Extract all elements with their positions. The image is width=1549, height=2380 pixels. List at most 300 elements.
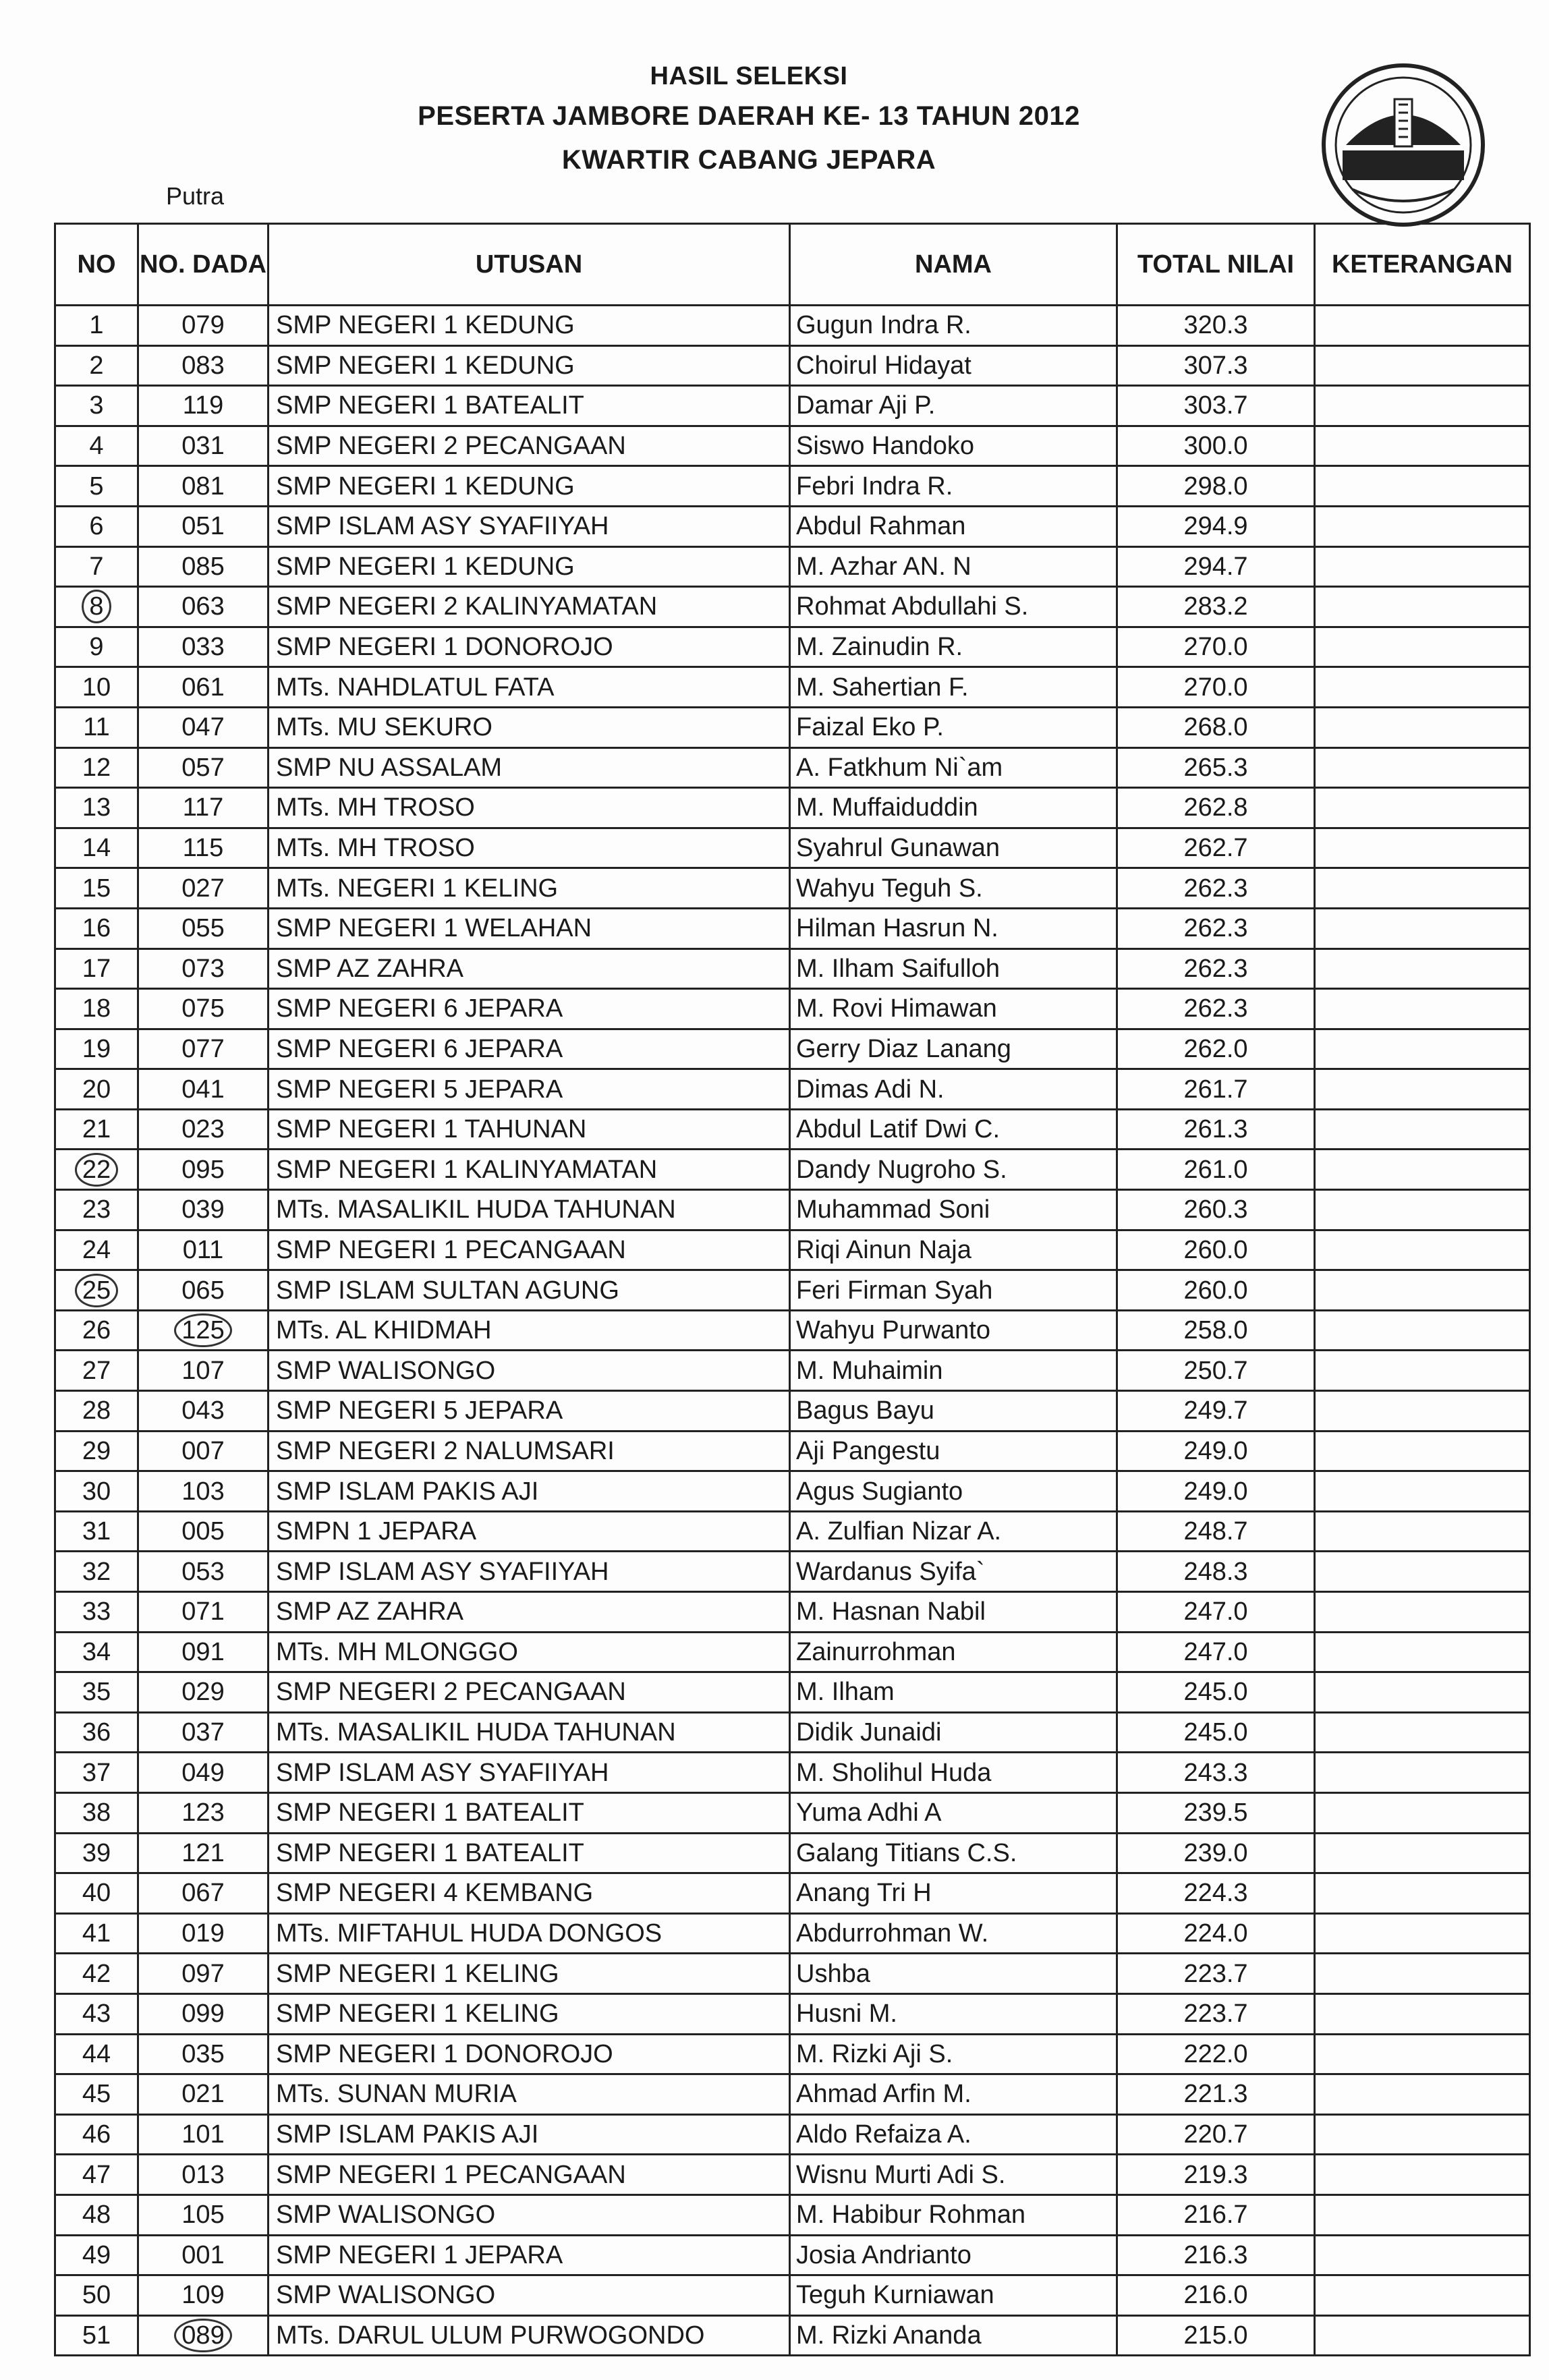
cell-utusan: SMP WALISONGO bbox=[269, 1351, 790, 1391]
cell-keterangan bbox=[1315, 1511, 1530, 1552]
handwritten-circle-mark: 125 bbox=[174, 1313, 231, 1347]
cell-utusan: SMP NEGERI 1 KEDUNG bbox=[269, 345, 790, 386]
cell-keterangan bbox=[1315, 707, 1530, 747]
cell-total-nilai: 294.9 bbox=[1117, 506, 1315, 546]
cell-no: 46 bbox=[55, 2114, 138, 2155]
cell-total-nilai: 245.0 bbox=[1117, 1712, 1315, 1753]
cell-no-dada: 037 bbox=[138, 1712, 269, 1753]
table-row bbox=[55, 2074, 1530, 2115]
cell-keterangan bbox=[1315, 546, 1530, 587]
table-row bbox=[55, 1753, 1530, 1793]
table-row bbox=[55, 306, 1530, 346]
cell-no-dada: 067 bbox=[138, 1873, 269, 1914]
cell-no: 12 bbox=[55, 747, 138, 788]
cell-nama: M. Ilham Saifulloh bbox=[790, 948, 1117, 989]
cell-keterangan bbox=[1315, 2074, 1530, 2115]
cell-total-nilai: 262.3 bbox=[1117, 948, 1315, 989]
table-row bbox=[55, 2315, 1530, 2356]
col-header-nama: NAMA bbox=[790, 224, 1117, 306]
table-row bbox=[55, 1310, 1530, 1351]
cell-keterangan bbox=[1315, 868, 1530, 909]
cell-nama: M. Rizki Ananda bbox=[790, 2315, 1117, 2356]
cell-keterangan bbox=[1315, 908, 1530, 948]
cell-total-nilai: 247.0 bbox=[1117, 1632, 1315, 1672]
cell-nama: Zainurrohman bbox=[790, 1632, 1117, 1672]
cell-total-nilai: 262.3 bbox=[1117, 868, 1315, 909]
table-row bbox=[55, 1029, 1530, 1069]
cell-no-dada: 049 bbox=[138, 1753, 269, 1793]
cell-no: 21 bbox=[55, 1109, 138, 1150]
cell-nama: Husni M. bbox=[790, 1993, 1117, 2034]
cell-no-dada: 081 bbox=[138, 466, 269, 507]
cell-no: 23 bbox=[55, 1190, 138, 1230]
cell-no: 26 bbox=[55, 1310, 138, 1351]
cell-keterangan bbox=[1315, 1632, 1530, 1672]
cell-keterangan bbox=[1315, 2235, 1530, 2275]
cell-keterangan bbox=[1315, 506, 1530, 546]
cell-keterangan bbox=[1315, 1792, 1530, 1833]
cell-nama: Yuma Adhi A bbox=[790, 1792, 1117, 1833]
cell-no: 29 bbox=[55, 1431, 138, 1471]
cell-no: 15 bbox=[55, 868, 138, 909]
cell-utusan: MTs. MH TROSO bbox=[269, 828, 790, 868]
cell-utusan: SMP ISLAM SULTAN AGUNG bbox=[269, 1270, 790, 1311]
selection-results-table bbox=[54, 223, 1531, 2356]
cell-total-nilai: 283.2 bbox=[1117, 587, 1315, 627]
cell-keterangan bbox=[1315, 1592, 1530, 1633]
cell-keterangan bbox=[1315, 1431, 1530, 1471]
cell-total-nilai: 223.7 bbox=[1117, 1993, 1315, 2034]
cell-keterangan bbox=[1315, 2194, 1530, 2235]
table-row bbox=[55, 1351, 1530, 1391]
cell-nama: Galang Titians C.S. bbox=[790, 1833, 1117, 1873]
cell-no-dada: 121 bbox=[138, 1833, 269, 1873]
cell-nama: Anang Tri H bbox=[790, 1873, 1117, 1914]
cell-nama: A. Fatkhum Ni`am bbox=[790, 747, 1117, 788]
cell-keterangan bbox=[1315, 1150, 1530, 1190]
cell-utusan: SMP AZ ZAHRA bbox=[269, 1592, 790, 1633]
table-row bbox=[55, 868, 1530, 909]
table-row bbox=[55, 707, 1530, 747]
cell-utusan: SMP NEGERI 1 KELING bbox=[269, 1954, 790, 1994]
cell-utusan: SMP NEGERI 1 BATEALIT bbox=[269, 1792, 790, 1833]
cell-no-dada: 101 bbox=[138, 2114, 269, 2155]
cell-nama: M. Azhar AN. N bbox=[790, 546, 1117, 587]
cell-keterangan bbox=[1315, 1109, 1530, 1150]
cell-utusan: MTs. AL KHIDMAH bbox=[269, 1310, 790, 1351]
cell-no: 34 bbox=[55, 1632, 138, 1672]
cell-no: 13 bbox=[55, 788, 138, 828]
cell-no-dada: 043 bbox=[138, 1391, 269, 1432]
cell-no-dada: 107 bbox=[138, 1351, 269, 1391]
cell-utusan: SMP NEGERI 2 PECANGAAN bbox=[269, 1672, 790, 1713]
cell-keterangan bbox=[1315, 306, 1530, 346]
col-header-no: NO bbox=[55, 224, 138, 306]
table-row bbox=[55, 2275, 1530, 2316]
cell-keterangan bbox=[1315, 1069, 1530, 1110]
cell-keterangan bbox=[1315, 828, 1530, 868]
cell-nama: Wardanus Syifa` bbox=[790, 1552, 1117, 1592]
cell-nama: Rohmat Abdullahi S. bbox=[790, 587, 1117, 627]
cell-no: 2 bbox=[55, 345, 138, 386]
cell-total-nilai: 215.0 bbox=[1117, 2315, 1315, 2356]
cell-keterangan bbox=[1315, 2034, 1530, 2074]
cell-no-dada: 007 bbox=[138, 1431, 269, 1471]
cell-total-nilai: 222.0 bbox=[1117, 2034, 1315, 2074]
cell-keterangan bbox=[1315, 1552, 1530, 1592]
cell-no: 42 bbox=[55, 1954, 138, 1994]
cell-utusan: SMP NEGERI 5 JEPARA bbox=[269, 1391, 790, 1432]
cell-no-dada: 117 bbox=[138, 788, 269, 828]
cell-total-nilai: 249.0 bbox=[1117, 1431, 1315, 1471]
cell-no-dada: 051 bbox=[138, 506, 269, 546]
cell-total-nilai: 243.3 bbox=[1117, 1753, 1315, 1793]
cell-no-dada: 085 bbox=[138, 546, 269, 587]
cell-nama: Syahrul Gunawan bbox=[790, 828, 1117, 868]
cell-nama: Riqi Ainun Naja bbox=[790, 1230, 1117, 1270]
cell-total-nilai: 260.0 bbox=[1117, 1230, 1315, 1270]
cell-no-dada: 013 bbox=[138, 2155, 269, 2195]
cell-no: 27 bbox=[55, 1351, 138, 1391]
cell-no: 10 bbox=[55, 667, 138, 708]
cell-total-nilai: 223.7 bbox=[1117, 1954, 1315, 1994]
cell-nama: M. Muffaiduddin bbox=[790, 788, 1117, 828]
cell-no-dada: 023 bbox=[138, 1109, 269, 1150]
cell-utusan: SMP ISLAM ASY SYAFIIYAH bbox=[269, 1753, 790, 1793]
cell-no: 33 bbox=[55, 1592, 138, 1633]
table-row bbox=[55, 1190, 1530, 1230]
cell-keterangan bbox=[1315, 2155, 1530, 2195]
cell-total-nilai: 248.7 bbox=[1117, 1511, 1315, 1552]
cell-utusan: SMP NEGERI 1 PECANGAAN bbox=[269, 2155, 790, 2195]
table-row bbox=[55, 1511, 1530, 1552]
cell-nama: Damar Aji P. bbox=[790, 386, 1117, 426]
cell-no: 7 bbox=[55, 546, 138, 587]
cell-no: 40 bbox=[55, 1873, 138, 1914]
cell-no-dada: 047 bbox=[138, 707, 269, 747]
cell-total-nilai: 220.7 bbox=[1117, 2114, 1315, 2155]
cell-no: 37 bbox=[55, 1753, 138, 1793]
cell-no bbox=[55, 1150, 138, 1190]
cell-no: 5 bbox=[55, 466, 138, 507]
cell-no: 17 bbox=[55, 948, 138, 989]
cell-keterangan bbox=[1315, 2114, 1530, 2155]
cell-keterangan bbox=[1315, 1230, 1530, 1270]
cell-utusan: SMP NEGERI 1 WELAHAN bbox=[269, 908, 790, 948]
cell-nama: Ahmad Arfin M. bbox=[790, 2074, 1117, 2115]
cell-total-nilai: 216.0 bbox=[1117, 2275, 1315, 2316]
cell-utusan: SMP NEGERI 1 PECANGAAN bbox=[269, 1230, 790, 1270]
cell-utusan: SMP AZ ZAHRA bbox=[269, 948, 790, 989]
table-row bbox=[55, 1833, 1530, 1873]
cell-nama: M. Ilham bbox=[790, 1672, 1117, 1713]
cell-keterangan bbox=[1315, 1029, 1530, 1069]
cell-utusan: MTs. MH TROSO bbox=[269, 788, 790, 828]
cell-utusan: MTs. MU SEKURO bbox=[269, 707, 790, 747]
cell-total-nilai: 294.7 bbox=[1117, 546, 1315, 587]
cell-keterangan bbox=[1315, 747, 1530, 788]
cell-no-dada: 039 bbox=[138, 1190, 269, 1230]
cell-keterangan bbox=[1315, 1672, 1530, 1713]
table-row bbox=[55, 948, 1530, 989]
table-row bbox=[55, 1954, 1530, 1994]
cell-nama: M. Zainudin R. bbox=[790, 627, 1117, 667]
cell-total-nilai: 307.3 bbox=[1117, 345, 1315, 386]
col-header-no-dada: NO. DADA bbox=[138, 224, 269, 306]
table-row bbox=[55, 2114, 1530, 2155]
cell-no-dada: 061 bbox=[138, 667, 269, 708]
cell-utusan: MTs. DARUL ULUM PURWOGONDO bbox=[269, 2315, 790, 2356]
table-row bbox=[55, 546, 1530, 587]
cell-keterangan bbox=[1315, 1190, 1530, 1230]
cell-keterangan bbox=[1315, 1471, 1530, 1512]
handwritten-circle-mark: 25 bbox=[75, 1274, 118, 1307]
cell-nama: M. Rovi Himawan bbox=[790, 989, 1117, 1029]
cell-no-dada: 055 bbox=[138, 908, 269, 948]
table-row bbox=[55, 747, 1530, 788]
table-row bbox=[55, 345, 1530, 386]
cell-total-nilai: 247.0 bbox=[1117, 1592, 1315, 1633]
cell-nama: Wahyu Purwanto bbox=[790, 1310, 1117, 1351]
cell-nama: Wisnu Murti Adi S. bbox=[790, 2155, 1117, 2195]
cell-keterangan bbox=[1315, 1833, 1530, 1873]
cell-nama: Choirul Hidayat bbox=[790, 345, 1117, 386]
cell-nama: Bagus Bayu bbox=[790, 1391, 1117, 1432]
cell-no-dada: 041 bbox=[138, 1069, 269, 1110]
cell-keterangan bbox=[1315, 2275, 1530, 2316]
cell-keterangan bbox=[1315, 1873, 1530, 1914]
title-line-1: HASIL SELEKSI bbox=[650, 62, 848, 90]
cell-nama: Gugun Indra R. bbox=[790, 306, 1117, 346]
cell-total-nilai: 262.3 bbox=[1117, 908, 1315, 948]
scout-seal-icon bbox=[1305, 57, 1501, 233]
cell-no: 20 bbox=[55, 1069, 138, 1110]
cell-nama: Agus Sugianto bbox=[790, 1471, 1117, 1512]
col-header-utusan: UTUSAN bbox=[269, 224, 790, 306]
table-row bbox=[55, 2235, 1530, 2275]
cell-no-dada: 027 bbox=[138, 868, 269, 909]
cell-utusan: SMP ISLAM ASY SYAFIIYAH bbox=[269, 1552, 790, 1592]
cell-utusan: SMP ISLAM ASY SYAFIIYAH bbox=[269, 506, 790, 546]
cell-utusan: SMP WALISONGO bbox=[269, 2194, 790, 2235]
cell-no-dada: 091 bbox=[138, 1632, 269, 1672]
cell-no-dada: 119 bbox=[138, 386, 269, 426]
handwritten-circle-mark: 8 bbox=[82, 590, 111, 623]
cell-no: 49 bbox=[55, 2235, 138, 2275]
cell-no-dada bbox=[138, 1310, 269, 1351]
cell-no-dada: 065 bbox=[138, 1270, 269, 1311]
table-row bbox=[55, 1270, 1530, 1311]
cell-no-dada: 105 bbox=[138, 2194, 269, 2235]
title-line-3: KWARTIR CABANG JEPARA bbox=[561, 145, 936, 175]
cell-keterangan bbox=[1315, 386, 1530, 426]
cell-keterangan bbox=[1315, 2315, 1530, 2356]
cell-no-dada: 115 bbox=[138, 828, 269, 868]
cell-nama: Aji Pangestu bbox=[790, 1431, 1117, 1471]
table-row bbox=[55, 788, 1530, 828]
cell-nama: Feri Firman Syah bbox=[790, 1270, 1117, 1311]
cell-no: 43 bbox=[55, 1993, 138, 2034]
cell-no-dada: 031 bbox=[138, 426, 269, 466]
cell-nama: Ushba bbox=[790, 1954, 1117, 1994]
cell-no: 9 bbox=[55, 627, 138, 667]
table-row bbox=[55, 1391, 1530, 1432]
col-header-keterangan: KETERANGAN bbox=[1315, 224, 1530, 306]
cell-no: 35 bbox=[55, 1672, 138, 1713]
cell-nama: Wahyu Teguh S. bbox=[790, 868, 1117, 909]
cell-utusan: SMP WALISONGO bbox=[269, 2275, 790, 2316]
handwritten-circle-mark: 089 bbox=[174, 2319, 231, 2352]
cell-no-dada: 109 bbox=[138, 2275, 269, 2316]
cell-total-nilai: 300.0 bbox=[1117, 426, 1315, 466]
cell-utusan: SMP NEGERI 1 TAHUNAN bbox=[269, 1109, 790, 1150]
cell-no-dada: 097 bbox=[138, 1954, 269, 1994]
cell-nama: Gerry Diaz Lanang bbox=[790, 1029, 1117, 1069]
cell-utusan: SMP NEGERI 5 JEPARA bbox=[269, 1069, 790, 1110]
cell-utusan: SMP ISLAM PAKIS AJI bbox=[269, 1471, 790, 1512]
cell-utusan: SMP NU ASSALAM bbox=[269, 747, 790, 788]
cell-no-dada: 053 bbox=[138, 1552, 269, 1592]
cell-no-dada: 057 bbox=[138, 747, 269, 788]
cell-utusan: MTs. SUNAN MURIA bbox=[269, 2074, 790, 2115]
cell-keterangan bbox=[1315, 1712, 1530, 1753]
cell-nama: Hilman Hasrun N. bbox=[790, 908, 1117, 948]
table-row bbox=[55, 1552, 1530, 1592]
table-row bbox=[55, 828, 1530, 868]
cell-total-nilai: 219.3 bbox=[1117, 2155, 1315, 2195]
cell-utusan: SMP NEGERI 1 KALINYAMATAN bbox=[269, 1150, 790, 1190]
cell-utusan: MTs. MH MLONGGO bbox=[269, 1632, 790, 1672]
table-row bbox=[55, 1792, 1530, 1833]
cell-utusan: SMP NEGERI 2 PECANGAAN bbox=[269, 426, 790, 466]
cell-no: 36 bbox=[55, 1712, 138, 1753]
cell-total-nilai: 216.7 bbox=[1117, 2194, 1315, 2235]
cell-total-nilai: 270.0 bbox=[1117, 667, 1315, 708]
cell-nama: M. Habibur Rohman bbox=[790, 2194, 1117, 2235]
cell-nama: Febri Indra R. bbox=[790, 466, 1117, 507]
cell-no-dada: 095 bbox=[138, 1150, 269, 1190]
cell-no-dada: 019 bbox=[138, 1913, 269, 1954]
cell-nama: Aldo Refaiza A. bbox=[790, 2114, 1117, 2155]
cell-utusan: SMP NEGERI 1 KELING bbox=[269, 1993, 790, 2034]
table-row bbox=[55, 466, 1530, 507]
cell-keterangan bbox=[1315, 1310, 1530, 1351]
cell-no-dada: 077 bbox=[138, 1029, 269, 1069]
cell-total-nilai: 262.7 bbox=[1117, 828, 1315, 868]
cell-no: 14 bbox=[55, 828, 138, 868]
cell-total-nilai: 260.3 bbox=[1117, 1190, 1315, 1230]
cell-keterangan bbox=[1315, 1351, 1530, 1391]
cell-utusan: SMP NEGERI 4 KEMBANG bbox=[269, 1873, 790, 1914]
cell-keterangan bbox=[1315, 1270, 1530, 1311]
cell-utusan: SMP NEGERI 2 KALINYAMATAN bbox=[269, 587, 790, 627]
cell-no: 47 bbox=[55, 2155, 138, 2195]
cell-no-dada: 005 bbox=[138, 1511, 269, 1552]
cell-nama: M. Sahertian F. bbox=[790, 667, 1117, 708]
cell-total-nilai: 262.3 bbox=[1117, 989, 1315, 1029]
table-row bbox=[55, 1993, 1530, 2034]
cell-no: 11 bbox=[55, 707, 138, 747]
cell-total-nilai: 258.0 bbox=[1117, 1310, 1315, 1351]
table-row bbox=[55, 1431, 1530, 1471]
cell-no: 32 bbox=[55, 1552, 138, 1592]
cell-no: 6 bbox=[55, 506, 138, 546]
cell-utusan: MTs. MASALIKIL HUDA TAHUNAN bbox=[269, 1712, 790, 1753]
cell-no: 51 bbox=[55, 2315, 138, 2356]
cell-nama: M. Sholihul Huda bbox=[790, 1753, 1117, 1793]
cell-total-nilai: 250.7 bbox=[1117, 1351, 1315, 1391]
cell-no: 38 bbox=[55, 1792, 138, 1833]
cell-no: 30 bbox=[55, 1471, 138, 1512]
cell-no: 31 bbox=[55, 1511, 138, 1552]
table-row bbox=[55, 667, 1530, 708]
cell-keterangan bbox=[1315, 788, 1530, 828]
col-header-total-nilai: TOTAL NILAI bbox=[1117, 224, 1315, 306]
cell-no-dada: 083 bbox=[138, 345, 269, 386]
cell-utusan: SMP NEGERI 2 NALUMSARI bbox=[269, 1431, 790, 1471]
cell-utusan: SMP NEGERI 6 JEPARA bbox=[269, 989, 790, 1029]
cell-total-nilai: 239.5 bbox=[1117, 1792, 1315, 1833]
cell-nama: M. Hasnan Nabil bbox=[790, 1592, 1117, 1633]
cell-no-dada: 071 bbox=[138, 1592, 269, 1633]
cell-utusan: SMP NEGERI 1 DONOROJO bbox=[269, 627, 790, 667]
cell-no: 19 bbox=[55, 1029, 138, 1069]
table-row bbox=[55, 426, 1530, 466]
cell-nama: Siswo Handoko bbox=[790, 426, 1117, 466]
cell-total-nilai: 303.7 bbox=[1117, 386, 1315, 426]
table-row bbox=[55, 1230, 1530, 1270]
cell-utusan: SMP NEGERI 1 BATEALIT bbox=[269, 386, 790, 426]
cell-no bbox=[55, 1270, 138, 1311]
cell-utusan: SMP NEGERI 1 BATEALIT bbox=[269, 1833, 790, 1873]
table-row bbox=[55, 587, 1530, 627]
cell-keterangan bbox=[1315, 989, 1530, 1029]
cell-total-nilai: 260.0 bbox=[1117, 1270, 1315, 1311]
table-row bbox=[55, 1471, 1530, 1512]
table-row bbox=[55, 989, 1530, 1029]
table-row bbox=[55, 1712, 1530, 1753]
cell-utusan: SMP NEGERI 1 DONOROJO bbox=[269, 2034, 790, 2074]
cell-no-dada: 029 bbox=[138, 1672, 269, 1713]
cell-no: 18 bbox=[55, 989, 138, 1029]
cell-total-nilai: 262.8 bbox=[1117, 788, 1315, 828]
cell-utusan: SMP ISLAM PAKIS AJI bbox=[269, 2114, 790, 2155]
cell-utusan: MTs. MIFTAHUL HUDA DONGOS bbox=[269, 1913, 790, 1954]
cell-no-dada: 063 bbox=[138, 587, 269, 627]
cell-keterangan bbox=[1315, 466, 1530, 507]
cell-nama: Josia Andrianto bbox=[790, 2235, 1117, 2275]
cell-keterangan bbox=[1315, 1993, 1530, 2034]
table-row bbox=[55, 908, 1530, 948]
cell-total-nilai: 249.7 bbox=[1117, 1391, 1315, 1432]
cell-nama: Abdurrohman W. bbox=[790, 1913, 1117, 1954]
cell-no: 50 bbox=[55, 2275, 138, 2316]
cell-nama: M. Rizki Aji S. bbox=[790, 2034, 1117, 2074]
table-row bbox=[55, 2155, 1530, 2195]
cell-no: 1 bbox=[55, 306, 138, 346]
cell-utusan: MTs. NEGERI 1 KELING bbox=[269, 868, 790, 909]
cell-keterangan bbox=[1315, 1391, 1530, 1432]
cell-no bbox=[55, 587, 138, 627]
handwritten-circle-mark: 22 bbox=[75, 1153, 118, 1187]
cell-total-nilai: 224.0 bbox=[1117, 1913, 1315, 1954]
cell-no-dada: 011 bbox=[138, 1230, 269, 1270]
cell-nama: Abdul Rahman bbox=[790, 506, 1117, 546]
cell-keterangan bbox=[1315, 1913, 1530, 1954]
cell-total-nilai: 261.7 bbox=[1117, 1069, 1315, 1110]
cell-utusan: SMP NEGERI 1 JEPARA bbox=[269, 2235, 790, 2275]
table-row bbox=[55, 1632, 1530, 1672]
